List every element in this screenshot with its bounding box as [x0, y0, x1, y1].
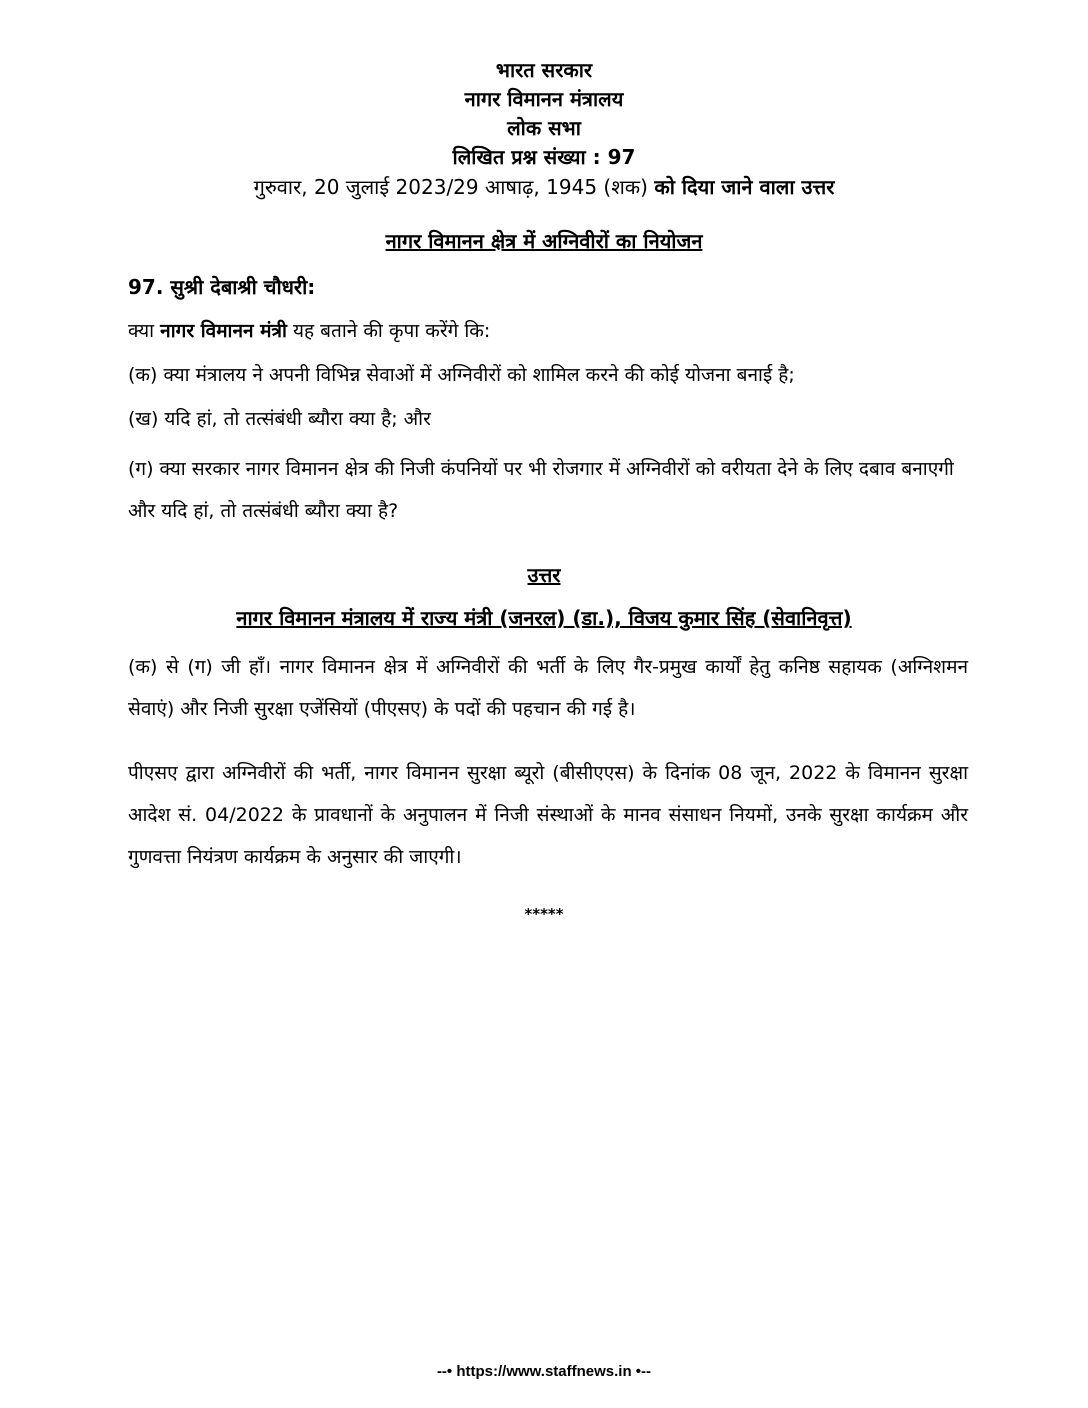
question-intro — [128, 316, 968, 346]
question-member: 97. सुश्री देबाश्री चौधरी: — [128, 275, 316, 299]
question-part-c: (ग) क्या सरकार नागर विमानन क्षेत्र की निजी कंपनियों पर भी रोजगार में अग्निवीरों को वरीयता देने के लिए दबाव बनाएगी और यदि हां, तो तत्संबंधी ब्यौरा क्या है? — [128, 458, 954, 522]
header-date-line — [0, 172, 1088, 202]
question-intro-prefix: क्या — [128, 320, 155, 342]
answer-paragraph-2: पीएसए द्वारा अग्निवीरों की भर्ती, नागर विमानन सुरक्षा ब्यूरो (बीसीएएस) के दिनांक 08 जून, 2022 के विमानन सुरक्षा आदेश सं. 04/2022 के प्रावधानों के अनुपालन में निजी संस्थाओं के मानव संसाधन नियमों, उनके सुरक्षा कार्यक्रम और गुणवत्ता नियंत्रण कार्यक्रम के अनुसार की जाएगी। — [128, 762, 968, 868]
header-ministry: नागर विमानन मंत्रालय — [464, 87, 624, 111]
question-intro-minister: नागर विमानन मंत्री — [160, 320, 287, 342]
answer-title: उत्तर — [527, 563, 561, 587]
answer-paragraph-1: (क) से (ग) जी हाँ। नागर विमानन क्षेत्र में अग्निवीरों की भर्ती के लिए गैर-प्रमुख कार्यों हेतु कनिष्ठ सहायक (अग्निशमन सेवाएं) और निजी सुरक्षा एजेंसियों (पीएसए) के पदों की पहचान की गई है। — [128, 656, 968, 720]
footer-url: --• https://www.staffnews.in •-- — [436, 1363, 652, 1380]
question-intro-suffix: यह बताने की कृपा करेंगे कि: — [293, 320, 491, 342]
header-date: गुरुवार, 20 जुलाई 2023/29 आषाढ़, 1945 (शक) — [253, 175, 648, 199]
question-subject: नागर विमानन क्षेत्र में अग्निवीरों का नियोजन — [385, 229, 703, 253]
end-marker: ***** — [524, 905, 564, 923]
document-header — [0, 56, 1088, 202]
question-part-a: (क) क्या मंत्रालय ने अपनी विभिन्न सेवाओं में अग्निवीरों को शामिल करने की कोई योजना बनाई है; — [128, 364, 795, 386]
answer-minister: नागर विमानन मंत्रालय में राज्य मंत्री (जनरल) (डा.), विजय कुमार सिंह (सेवानिवृत्त) — [236, 606, 852, 630]
header-government: भारत सरकार — [495, 58, 593, 82]
header-question-number: लिखित प्रश्न संख्या : 97 — [452, 145, 636, 169]
header-answer-note: को दिया जाने वाला उत्तर — [654, 175, 835, 199]
header-house: लोक सभा — [507, 116, 581, 140]
question-part-b: (ख) यदि हां, तो तत्संबंधी ब्यौरा क्या है; और — [128, 408, 431, 430]
